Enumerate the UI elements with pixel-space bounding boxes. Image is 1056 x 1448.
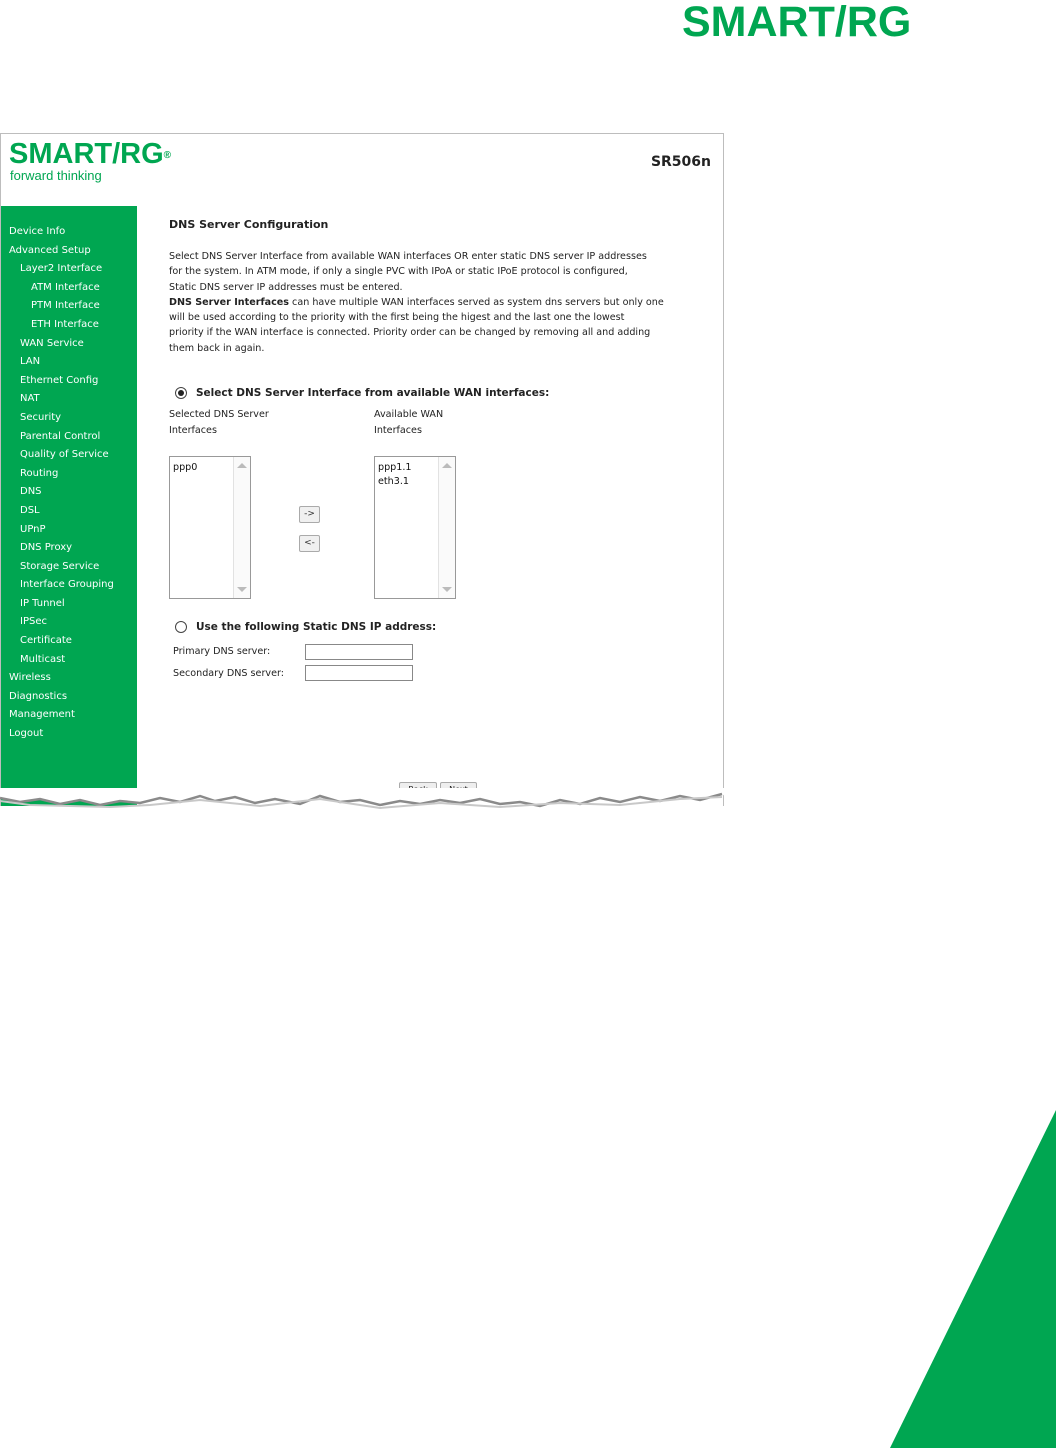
scroll-down-icon[interactable] [237, 587, 247, 592]
torn-edge-decoration [0, 788, 730, 818]
available-label-line: Available WAN [374, 409, 444, 420]
available-wan-items [378, 461, 412, 489]
description-line: for the system. In ATM mode, if only a single PVC with IPoA or static IPoE protocol is configured, [169, 266, 628, 278]
sidebar-item-logout[interactable]: Logout [9, 728, 44, 740]
description-line: Static DNS server IP addresses must be entered. [169, 281, 403, 293]
description [169, 249, 709, 356]
description-line: priority if the WAN interface is connected. Priority order can be changed by removing all and adding [169, 327, 651, 339]
sidebar-item-eth-interface[interactable]: ETH Interface [31, 318, 99, 330]
sidebar-item-interface-grouping[interactable]: Interface Grouping [20, 579, 114, 591]
sidebar-item-wireless[interactable]: Wireless [9, 672, 51, 684]
sidebar-item-ethernet-config[interactable]: Ethernet Config [20, 374, 99, 386]
static-dns-radio-label: Use the following Static DNS IP address: [196, 621, 437, 633]
sidebar-item-routing[interactable]: Routing [20, 467, 59, 479]
sidebar-item-ipsec[interactable]: IPSec [20, 616, 47, 628]
page-title: DNS Server Configuration [169, 218, 329, 231]
selected-scrollbar[interactable] [233, 457, 250, 598]
sidebar-item-layer2-interface[interactable]: Layer2 Interface [20, 263, 103, 275]
secondary-dns-label: Secondary DNS server: [173, 668, 284, 679]
description-line: them back in again. [169, 342, 265, 354]
scroll-up-icon[interactable] [237, 463, 247, 468]
available-wan-listbox[interactable] [374, 456, 456, 599]
sidebar-item-certificate[interactable]: Certificate [20, 635, 72, 647]
description-bold: DNS Server Interfaces [169, 296, 289, 308]
sidebar-item-multicast[interactable]: Multicast [20, 653, 66, 665]
available-scrollbar[interactable] [438, 457, 455, 598]
sidebar-item-nat[interactable]: NAT [20, 393, 40, 405]
corner-triangle-decoration [880, 1110, 1056, 1448]
selected-interfaces-label [169, 407, 269, 438]
static-dns-radio[interactable] [175, 621, 187, 633]
remove-interface-button[interactable]: <- [299, 535, 320, 552]
option-static-row [175, 621, 436, 633]
sidebar-item-storage-service[interactable]: Storage Service [20, 560, 100, 572]
document-logo: SMART/RG [682, 0, 912, 46]
sidebar-item-diagnostics[interactable]: Diagnostics [9, 690, 68, 702]
option-interface-row [175, 387, 549, 399]
sidebar-nav [1, 223, 114, 744]
add-interface-button[interactable]: -> [299, 506, 320, 523]
scroll-up-icon[interactable] [442, 463, 452, 468]
primary-dns-label: Primary DNS server: [173, 646, 271, 657]
selected-label-line: Interfaces [169, 424, 217, 436]
primary-dns-input[interactable] [305, 644, 413, 660]
sidebar-item-device-info[interactable]: Device Info [9, 226, 66, 237]
description-line: will be used according to the priority with the first being the higest and the last one the lowest [169, 312, 625, 324]
header [1, 134, 723, 206]
sidebar-item-dsl[interactable]: DSL [20, 504, 40, 516]
listbox-option[interactable]: eth3.1 [378, 476, 410, 487]
router-ui-screenshot [0, 133, 724, 806]
description-line: Select DNS Server Interface from available WAN interfaces OR enter static DNS server IP addresses [169, 251, 647, 262]
sidebar-item-advanced-setup[interactable]: Advanced Setup [9, 244, 91, 256]
scroll-down-icon[interactable] [442, 587, 452, 592]
sidebar-item-atm-interface[interactable]: ATM Interface [31, 281, 100, 293]
available-interfaces-label [374, 407, 443, 438]
sidebar-item-parental-control[interactable]: Parental Control [20, 430, 101, 442]
selected-dns-listbox[interactable] [169, 456, 251, 599]
description-line [169, 295, 709, 310]
model-name: SR506n [650, 154, 711, 170]
sidebar-item-ip-tunnel[interactable]: IP Tunnel [20, 597, 65, 609]
selected-dns-items [173, 461, 197, 475]
sidebar-item-lan[interactable]: LAN [20, 356, 41, 368]
listbox-option[interactable]: ppp1.1 [378, 462, 412, 473]
registered-mark: ® [163, 150, 172, 161]
interface-radio[interactable] [175, 387, 187, 399]
brand-logo [9, 138, 171, 170]
sidebar-item-management[interactable]: Management [9, 709, 75, 721]
listbox-option[interactable]: ppp0 [173, 462, 198, 473]
sidebar-item-dns[interactable]: DNS [20, 486, 42, 498]
sidebar-item-quality-of-service[interactable]: Quality of Service [20, 449, 109, 461]
available-label-line: Interfaces [374, 424, 422, 436]
sidebar-item-upnp[interactable]: UPnP [20, 523, 46, 535]
sidebar [1, 206, 137, 806]
interface-radio-label: Select DNS Server Interface from available WAN interfaces: [196, 387, 550, 399]
sidebar-item-ptm-interface[interactable]: PTM Interface [31, 300, 100, 312]
secondary-dns-input[interactable] [305, 665, 413, 681]
sidebar-item-dns-proxy[interactable]: DNS Proxy [20, 542, 73, 554]
selected-label-line: Selected DNS Server [169, 409, 269, 420]
brand-tagline: forward thinking [10, 168, 102, 183]
description-text: can have multiple WAN interfaces served as system dns servers but only one [289, 296, 664, 308]
sidebar-item-wan-service[interactable]: WAN Service [20, 337, 84, 349]
brand-name: SMART/RG [9, 138, 164, 170]
sidebar-item-security[interactable]: Security [20, 411, 62, 423]
